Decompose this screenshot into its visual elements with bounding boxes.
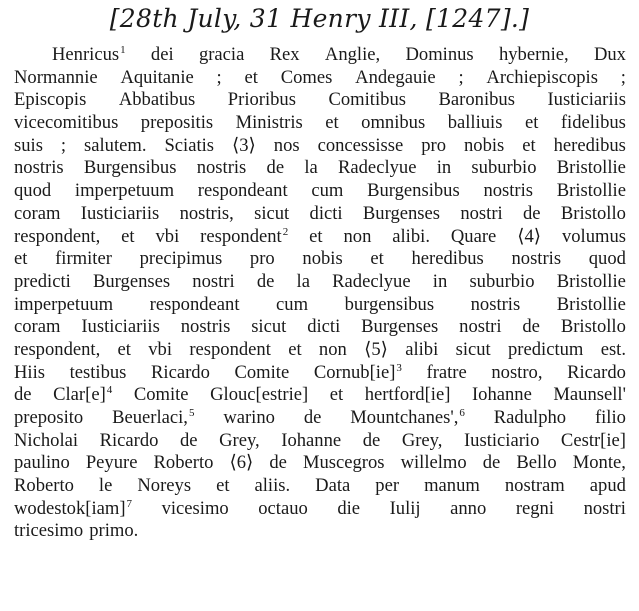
word: cum: [311, 180, 344, 202]
word: Burgenses: [92, 270, 171, 292]
word: nostri: [192, 270, 235, 292]
word: vbi: [155, 225, 180, 247]
word: sicut: [251, 316, 287, 338]
word: Iohanne: [281, 429, 342, 451]
word: Iusticiariis: [547, 89, 626, 111]
word: Radeclyue: [332, 270, 411, 292]
footnote-marker: 3: [396, 361, 402, 374]
word: non: [318, 338, 347, 360]
word: Beuerlaci,$^5$: [112, 407, 195, 428]
word: firmiter: [55, 248, 112, 270]
word: et: [524, 112, 539, 134]
word: pro: [249, 248, 275, 270]
word: nostris: [470, 293, 521, 315]
word: burgensibus: [344, 293, 435, 315]
word: paulino: [14, 452, 70, 474]
word: regni: [515, 497, 555, 519]
word: Andegauie: [355, 66, 436, 88]
word: non: [343, 225, 372, 247]
word: hertford[ie]: [364, 384, 451, 406]
word: Ricardo: [151, 361, 210, 383]
word: ;: [60, 134, 67, 156]
word: Rex: [269, 44, 300, 65]
word: nobis: [463, 134, 505, 156]
word: Burgenses: [362, 202, 441, 224]
word: Maunsell': [553, 384, 626, 406]
text-line: [14, 203, 626, 226]
footnote-marker: 4: [106, 384, 113, 397]
word: le: [98, 475, 113, 497]
word: nobis: [302, 248, 343, 270]
word: nostris: [511, 248, 562, 270]
word: nostris: [483, 180, 534, 202]
word: nostris,: [179, 202, 234, 224]
word: die: [337, 497, 361, 519]
word: alibi: [405, 338, 439, 360]
word: nostris: [14, 157, 64, 179]
word: Prioribus: [227, 89, 296, 111]
word: Ricardo: [99, 429, 159, 451]
word: Henricus$^1$: [52, 44, 126, 65]
word: Iusticiariis: [81, 316, 160, 338]
word: imperpetuum: [14, 293, 114, 315]
word: Anglie,: [324, 44, 381, 65]
charter-text: [14, 44, 626, 543]
word: nostris: [196, 157, 247, 179]
word: et: [216, 475, 230, 497]
word: Burgenses: [361, 316, 439, 338]
word: Burgensibus: [367, 180, 460, 202]
text-line: [14, 339, 626, 362]
word: Radeclyue: [337, 157, 417, 179]
word: de: [179, 429, 198, 451]
document-heading: [28th July, 31 Henry III, [1247].]: [109, 4, 530, 33]
word: Monte,: [572, 452, 626, 474]
word: Noreys: [137, 475, 192, 497]
text-line: [14, 112, 626, 135]
word: apud: [589, 475, 626, 497]
word: suburbio: [469, 270, 535, 292]
word: quod: [14, 180, 52, 202]
word: sicut: [455, 338, 491, 360]
word: et: [329, 384, 344, 406]
text-line: [14, 362, 626, 385]
word: Bristollie: [556, 180, 626, 202]
word: primo.: [89, 520, 139, 542]
word: Iohanne: [471, 384, 532, 406]
word: et: [14, 248, 28, 270]
text-line: [14, 248, 626, 271]
word: quod: [588, 248, 626, 270]
word: warino: [223, 407, 275, 428]
word: ;: [216, 66, 222, 88]
word: de: [522, 316, 540, 338]
word: Comitibus: [328, 89, 406, 111]
word: alibi.: [392, 225, 430, 247]
footnote-marker: 6: [459, 407, 465, 419]
word: coram: [14, 316, 61, 338]
text-line: [14, 135, 626, 158]
word: ;: [458, 66, 464, 88]
word: ⟨3⟩: [232, 134, 256, 156]
word: nostri: [459, 316, 502, 338]
word: de: [522, 202, 541, 224]
word: Dux: [593, 44, 626, 65]
word: Episcopis: [14, 89, 87, 111]
word: et: [325, 112, 339, 134]
text-line: [14, 407, 626, 430]
word: Comite: [133, 384, 189, 406]
text-line: [14, 44, 626, 67]
word: Archiepiscopis: [486, 66, 598, 88]
word: dei: [150, 44, 174, 65]
word: ⟨6⟩: [229, 452, 254, 474]
text-line: [14, 498, 626, 521]
word: ⟨4⟩: [517, 225, 542, 247]
word: dicti: [307, 316, 341, 338]
word: Peyure: [85, 452, 138, 474]
word: Normannie: [14, 66, 98, 88]
word: manum: [424, 475, 480, 497]
word: Data: [315, 475, 351, 497]
word: sicut: [254, 202, 290, 224]
word: in: [432, 270, 448, 292]
word: cum: [276, 293, 309, 315]
text-line: [14, 271, 626, 294]
word: et: [370, 248, 384, 270]
word: Radulpho: [493, 407, 567, 428]
word: Glouc[estrie]: [210, 384, 309, 406]
word: et: [522, 134, 536, 156]
word: de: [482, 452, 501, 474]
word: est.: [600, 338, 626, 360]
footnote-marker: 2: [282, 225, 289, 238]
word: anno: [450, 497, 487, 519]
word: tricesimo: [14, 520, 84, 542]
word: ⟨5⟩: [364, 338, 388, 360]
word: aliis.: [254, 475, 291, 497]
word: balliuis: [447, 112, 503, 134]
word: per: [375, 475, 400, 497]
word: nostri: [583, 497, 626, 519]
word: respondeant: [197, 180, 288, 202]
word: de: [14, 384, 32, 406]
word: la: [304, 157, 318, 179]
word: respondent: [189, 338, 271, 360]
word: Cornub[ie]$^3$: [313, 361, 402, 383]
word: respondent$^2$: [200, 225, 289, 247]
footnote-marker: 7: [126, 497, 133, 510]
word: gracia: [198, 44, 245, 65]
text-line: [14, 89, 626, 112]
text-line: [14, 316, 626, 339]
word: nos: [273, 134, 300, 156]
word: heredibus: [553, 134, 626, 156]
word: Comes: [280, 66, 333, 88]
word: salutem.: [84, 134, 147, 156]
word: et: [121, 225, 135, 247]
word: Cestr[ie]: [560, 429, 626, 451]
word: Bristollie: [556, 293, 626, 315]
word: predicti: [14, 270, 71, 292]
word: et: [288, 338, 302, 360]
word: Quare: [450, 225, 497, 247]
word: volumus: [561, 225, 626, 247]
word: Bristollie: [556, 270, 626, 292]
word: de: [266, 157, 285, 179]
word: nostro,: [491, 361, 543, 383]
word: Roberto: [153, 452, 214, 474]
text-line: [14, 157, 626, 180]
word: precipimus: [139, 248, 223, 270]
word: la: [296, 270, 310, 292]
word: wodestok[iam]$^7$: [14, 497, 133, 519]
word: Aquitanie: [120, 66, 194, 88]
text-line: [14, 452, 626, 475]
word: Mountchanes',$^6$: [350, 407, 465, 428]
word: respondeant: [149, 293, 240, 315]
word: predictum: [508, 338, 584, 360]
word: Iusticiario: [463, 429, 540, 451]
word: preposito: [14, 407, 84, 428]
word: Grey,: [219, 429, 260, 451]
word: respondent,: [14, 225, 101, 247]
word: Iusticiariis: [80, 202, 160, 224]
word: Bello: [516, 452, 557, 474]
word: in: [436, 157, 452, 179]
word: de: [303, 407, 322, 428]
word: vicesimo: [161, 497, 229, 519]
word: Hiis: [14, 361, 45, 383]
word: et: [117, 338, 131, 360]
word: Ricardo: [567, 361, 626, 383]
word: Baronibus: [438, 89, 515, 111]
word: heredibus: [411, 248, 484, 270]
word: Nicholai: [14, 429, 79, 451]
word: de: [269, 452, 287, 474]
word: vicecomitibus: [14, 112, 119, 134]
text-line: [14, 520, 626, 543]
word: dicti: [309, 202, 343, 224]
word: de: [362, 429, 381, 451]
word: suis: [14, 134, 43, 156]
word: Sciatis: [164, 134, 215, 156]
text-line: [14, 226, 626, 249]
word: filio: [594, 407, 626, 428]
text-line: [14, 430, 626, 453]
word: hybernie,: [498, 44, 569, 65]
word: nostram: [504, 475, 565, 497]
word: imperpetuum: [74, 180, 175, 202]
word: nostri: [460, 202, 503, 224]
word: Bristollo: [560, 202, 626, 224]
word: Iulij: [389, 497, 421, 519]
word: et: [244, 66, 258, 88]
word: Roberto: [14, 475, 74, 497]
word: Dominus: [405, 44, 474, 65]
word: Muscegros: [302, 452, 385, 474]
text-line: [14, 294, 626, 317]
word: vbi: [148, 338, 173, 360]
word: willelmo: [400, 452, 467, 474]
word: pro: [421, 134, 447, 156]
word: Burgensibus: [83, 157, 177, 179]
word: Abbatibus: [118, 89, 196, 111]
text-line: [14, 67, 626, 90]
word: suburbio: [471, 157, 537, 179]
word: prepositis: [140, 112, 214, 134]
word: fidelibus: [560, 112, 626, 134]
word: nostris: [180, 316, 231, 338]
word: respondent,: [14, 338, 101, 360]
word: et: [309, 225, 323, 247]
word: de: [256, 270, 275, 292]
word: concessisse: [317, 134, 404, 156]
word: testibus: [69, 361, 127, 383]
word: omnibus: [361, 112, 426, 134]
footnote-marker: 5: [188, 407, 195, 419]
word: Ministris: [235, 112, 303, 134]
word: Grey,: [401, 429, 443, 451]
word: coram: [14, 202, 61, 224]
word: Clar[e]$^4$: [53, 384, 113, 406]
footnote-marker: 1: [120, 44, 126, 56]
word: Bristollo: [560, 316, 626, 338]
word: octauo: [258, 497, 308, 519]
text-line: [14, 475, 626, 498]
text-line: [14, 384, 626, 407]
word: fratre: [426, 361, 467, 383]
word: Bristollie: [556, 157, 626, 179]
word: Comite: [234, 361, 290, 383]
word: ;: [620, 66, 626, 88]
text-line: [14, 180, 626, 203]
